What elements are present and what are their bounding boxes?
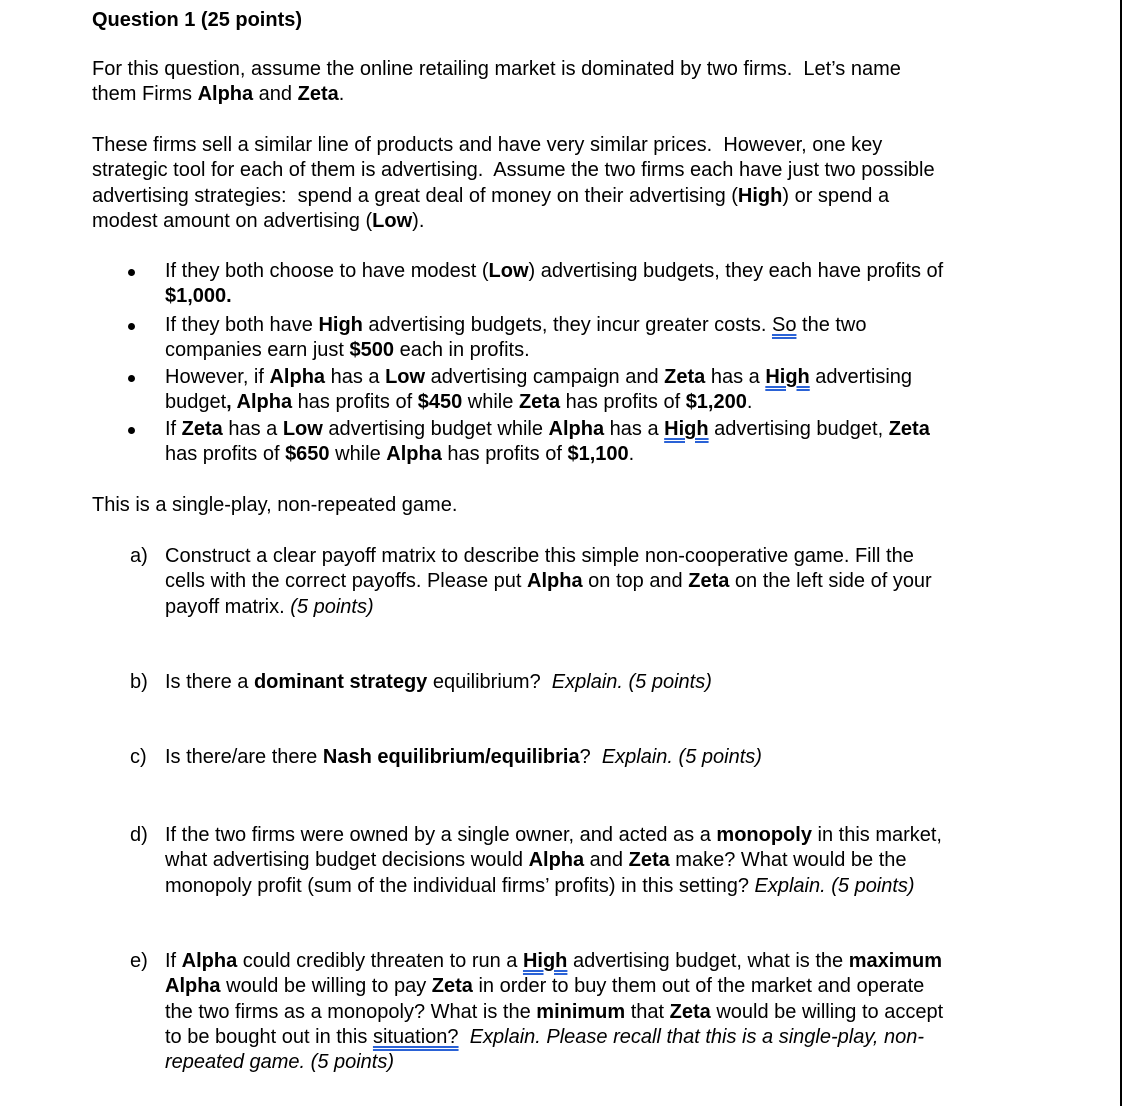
question-a [165, 544, 932, 620]
text-run: . [628, 443, 635, 466]
text-run: has a [705, 366, 766, 388]
bold-text: High [765, 366, 810, 388]
text-run: cells with the correct payoffs. Please put [165, 570, 528, 593]
bold-text: High [737, 184, 783, 207]
text-line [92, 209, 935, 234]
text-run: has profits of [165, 443, 286, 466]
bold-text: monopoly [716, 824, 812, 846]
bold-text: dominant strategy [253, 671, 428, 693]
bold-text: Alpha [548, 418, 605, 440]
text-run: in order to buy them out of the market and operate [472, 975, 925, 998]
text-run: These firms sell a similar line of products and have very similar prices. However, one key [92, 134, 883, 156]
bold-text: Zeta [888, 418, 930, 440]
text-run: would be willing to pay [220, 975, 432, 998]
italic-text: (5 points) [290, 595, 374, 618]
bold-text: Low [372, 209, 413, 232]
text-run: make? What would be the [669, 849, 907, 872]
text-run: ) or spend a [782, 184, 890, 207]
text-line [165, 313, 867, 338]
game-type-paragraph [92, 493, 457, 518]
text-run: advertising strategies: spend a great deal of money on their advertising ( [92, 184, 738, 207]
text-line [165, 338, 867, 363]
text-run: strategic tool for each of them is advertising. Assume the two firms each have just two possible [92, 159, 935, 182]
text-run: advertising budget while [322, 418, 549, 440]
text-run: This is a single-play, non-repeated game. [92, 494, 458, 516]
text-run: to be bought out in this [165, 1025, 373, 1048]
bold-text: , Alpha [226, 391, 293, 414]
question-d [165, 823, 942, 899]
text-run: . [338, 83, 345, 106]
bold-text: Alpha [528, 849, 585, 872]
bold-text: $450 [417, 391, 463, 414]
bullet-item [165, 313, 867, 364]
bold-text: $500 [349, 339, 395, 362]
bold-text: Alpha [181, 950, 238, 972]
text-run: what advertising budget decisions would [165, 849, 529, 872]
text-line [165, 442, 930, 467]
text-run: advertising budgets, they incur greater costs. [362, 314, 772, 336]
bold-text: Zeta [431, 975, 473, 998]
bold-text: Low [385, 366, 426, 388]
text-line [165, 284, 943, 309]
text-run: them Firms [92, 83, 198, 106]
text-line [165, 259, 943, 284]
bold-text: $1,100 [567, 443, 629, 466]
bold-text: Zeta [669, 1000, 711, 1023]
question-e [165, 949, 943, 1075]
text-run: has a [604, 418, 665, 440]
text-run: could credibly threaten to run a [237, 950, 523, 972]
bold-text: maximum [848, 950, 943, 972]
bullet-item [165, 417, 930, 468]
text-line [165, 1000, 943, 1025]
text-run: has profits of [292, 391, 418, 414]
text-run: has profits of [560, 391, 686, 414]
text-line [165, 1025, 943, 1050]
question-b [165, 670, 712, 695]
bold-text: Zeta [628, 849, 670, 872]
bold-text: Zeta [688, 570, 730, 593]
bullet-icon [128, 323, 135, 330]
text-run: advertising budget, what is the [567, 950, 849, 972]
text-run: in this market, [811, 824, 942, 846]
text-line [165, 417, 930, 442]
text-run: If [165, 950, 182, 972]
intro-paragraph [92, 57, 901, 108]
text-line [165, 544, 932, 569]
bullet-item [165, 259, 943, 310]
text-line [165, 569, 932, 594]
text-line [165, 823, 942, 848]
question-c [165, 745, 762, 770]
text-run: each in profits. [394, 339, 530, 362]
bullet-icon [128, 375, 135, 382]
text-line [165, 745, 762, 770]
bold-text: High [318, 314, 363, 336]
text-run: while [462, 391, 519, 414]
bold-text: Question 1 (25 points) [92, 9, 303, 31]
text-run: If the two firms were owned by a single owner, and acted as a [165, 824, 717, 846]
italic-text: Explain. (5 points) [596, 746, 762, 768]
text-line [92, 184, 935, 209]
bold-text: High [522, 950, 568, 972]
text-run: advertising budget, [708, 418, 889, 440]
text-line [165, 670, 712, 695]
text-run: equilibrium? [427, 671, 547, 693]
text-run: has a [325, 366, 386, 388]
text-run [459, 1026, 470, 1048]
text-line [165, 390, 912, 415]
text-run: and [584, 849, 629, 872]
text-run: would be willing to accept [710, 1000, 944, 1023]
text-run: If they both choose to have modest ( [165, 260, 489, 282]
bold-text: Alpha [386, 443, 442, 466]
text-run: Construct a clear payoff matrix to describe this simple non-cooperative game. Fill the [165, 545, 914, 567]
bold-text: Nash equilibrium/equilibria [322, 746, 580, 768]
text-run: . [746, 391, 753, 414]
text-line [92, 82, 901, 107]
question-label: d) [130, 824, 148, 846]
question-label: a) [130, 545, 148, 567]
question-title [92, 8, 302, 33]
text-run: advertising [809, 366, 913, 388]
bold-text: Alpha [197, 83, 254, 106]
italic-text: Explain. (5 points) [754, 874, 915, 897]
page-border [1120, 0, 1122, 1106]
text-run: has a [222, 418, 283, 440]
text-line [165, 974, 943, 999]
bold-text: Zeta [297, 83, 339, 106]
bold-text: Zeta [664, 366, 706, 388]
bold-text: $650 [285, 443, 330, 466]
text-run: on top and [582, 570, 689, 593]
text-run: the two firms as a monopoly? What is the [165, 1000, 537, 1023]
text-line [92, 8, 302, 33]
question-label: c) [130, 746, 147, 768]
bold-text: Alpha [165, 975, 221, 998]
bold-text: Zeta [181, 418, 223, 440]
bold-text: $1,000. [165, 285, 232, 308]
text-run: situation? [372, 1025, 459, 1048]
text-line [165, 595, 932, 620]
bullet-icon [128, 269, 135, 276]
text-run: companies earn just [165, 339, 350, 362]
text-line [165, 1050, 943, 1075]
text-line [92, 133, 935, 158]
bold-text: Low [488, 260, 529, 282]
text-run: So [771, 314, 797, 336]
italic-text: Explain. (5 points) [546, 671, 712, 693]
text-run: on the left side of your [729, 570, 932, 593]
text-run: Is there/are there [165, 746, 323, 768]
text-run: advertising campaign and [425, 366, 665, 388]
italic-text: Explain. Please recall that this is a single-play, non- [469, 1025, 924, 1048]
text-run: monopoly profit (sum of the individual firms’ profits) in this setting? [165, 874, 755, 897]
question-label: e) [130, 950, 148, 972]
text-run: Is there a [165, 671, 254, 693]
text-line [92, 57, 901, 82]
bold-text: High [664, 418, 709, 440]
bold-text: minimum [536, 1000, 626, 1023]
bold-text: Zeta [518, 391, 561, 414]
text-run: ? [579, 746, 597, 768]
bullet-item [165, 365, 912, 416]
text-run: ) advertising budgets, they each have profits of [528, 260, 944, 282]
text-line [165, 365, 912, 390]
text-run: payoff matrix. [165, 595, 291, 618]
bold-text: Alpha [269, 366, 326, 388]
question-label: b) [130, 671, 148, 693]
bold-text: Low [282, 418, 323, 440]
text-run: For this question, assume the online retailing market is dominated by two firms. Let’s name [92, 58, 901, 80]
text-run: budget [165, 391, 227, 414]
bold-text: Alpha [527, 570, 583, 593]
text-line [165, 848, 942, 873]
text-run: ). [412, 209, 425, 232]
text-line [92, 158, 935, 183]
bullet-icon [128, 427, 135, 434]
text-run: has profits of [441, 443, 568, 466]
text-run: the two [796, 314, 867, 336]
text-run: However, if [165, 366, 270, 388]
text-run: If [165, 418, 182, 440]
text-run: and [253, 83, 298, 106]
strategy-paragraph [92, 133, 935, 234]
text-run: that [625, 1000, 670, 1023]
text-run: modest amount on advertising ( [92, 209, 373, 232]
text-run: If they both have [165, 314, 319, 336]
text-run: while [329, 443, 387, 466]
italic-text: repeated game. (5 points) [165, 1051, 395, 1074]
text-line [165, 949, 943, 974]
text-line [165, 874, 942, 899]
text-line [92, 493, 457, 518]
bold-text: $1,200 [685, 391, 747, 414]
